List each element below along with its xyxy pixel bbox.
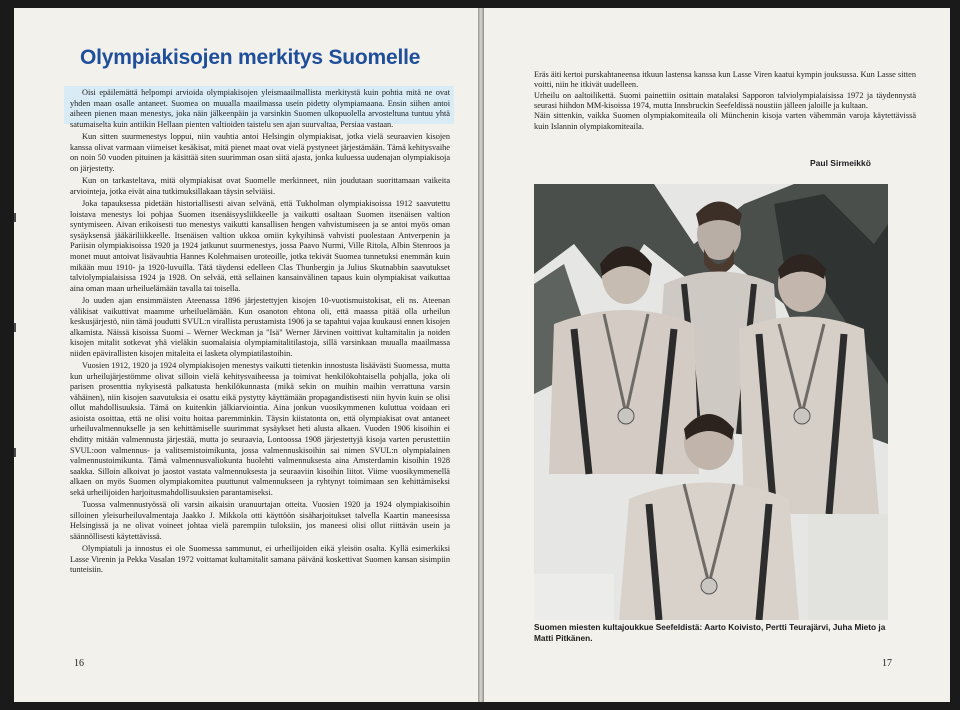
page-number-left: 16 bbox=[74, 658, 84, 669]
margin-mark bbox=[14, 213, 16, 222]
paragraph: Kun on tarkasteltava, mitä olympiakisat ovat Suomelle merkinneet, niin joudutaan suorittamaan vaikeita arviointeja, jotka eivät aina tutkimuksillakaan täysin selviäisi. bbox=[70, 176, 450, 196]
margin-mark bbox=[14, 323, 16, 332]
left-page bbox=[14, 8, 478, 702]
paragraph: Näin sittenkin, vaikka Suomen olympiakomiteaila oli Münchenin kisoja varten vähemmän varoja käytettävissä kuin Islannin olympiakomiteaila. bbox=[534, 111, 916, 131]
team-photo-illustration bbox=[534, 184, 888, 620]
page-number-right: 17 bbox=[882, 658, 892, 669]
paragraph: Urheilu on aaltoilikettä. Suomi painettiin osittain matalaksi Sapporon talviolympialaisissa 1972 ja täydennystä seurasi hiihdon MM-kisoissa 1974, mutta Innsbruckin Seefeldissä noustiin jälleen jaloille ja kultaan. bbox=[534, 90, 916, 111]
paragraph: Olympiatuli ja innostus ei ole Suomessa sammunut, ei urheilijoiden eikä yleisön osalta. Kyllä esimerkiksi Lasse Virenin ja Pekka Vasalan 1972 voittamat kultamitalit samana päivänä koskettivat Suomen kansan sisimpiin tunteisiin. bbox=[70, 544, 450, 575]
photo-caption: Suomen miesten kultajoukkue Seefeldistä: Aarto Koivisto, Pertti Teurajärvi, Juha Mieto ja Matti Pitkänen. bbox=[534, 622, 886, 643]
paragraph: Jo uuden ajan ensimmäisten Ateenassa 1896 järjestettyjen kisojen 10-vuotismuistokisat, eli ns. Ateenan välikisat vaikuttivat maamme urheiluelämään. Kun osanoton ehtona oli, että maassa pitää olla urheilun keskusjärjestö, niin tämä joudutti SVUL:n virallista perustamista 1906 ja se tapahtui vajaa kuukausi ennen kisojen alkamista. Näissä kisoissa Suomi – Werner Weckman ja "Isä" Werner Järvinen voittivat kultamitalin ja noiden kisojen mitalit sotkevat yhä vieläkin suomalaisia olympiamitalitilastoja, sillä varsinkaan muualla maailmassa niiden epävirallisten kisojen mitaleita ei lasketa olympiatilastoihin. bbox=[70, 296, 450, 358]
paragraph: Eräs äiti kertoi purskahtaneensa itkuun lastensa kanssa kun Lasse Viren kaatui kympin jouksussa. Kun Lasse sitten voitti, niin he itkivät uudelleen. bbox=[534, 70, 916, 90]
author-signature: Paul Sirmeikkö bbox=[810, 158, 871, 168]
article-body bbox=[70, 88, 450, 578]
team-photo bbox=[534, 184, 888, 620]
paragraph: Oisi epäilemättä helpompi arvioida olympiakisojen yleismaailmallista merkitystä kuin pohtia mitä ne ovat yhden maan osalle antaneet. Suomea on muualla maailmassa usein pidetty olympiamaana. Ensin siihen antoi aiheen pienen maan menestys, joka näin jälkeenpäin ja varsinkin Suomen ulkopuolella arvosteltuna tuntuu yhtä satumaiselta kuin antiikin Hellaan pienten valtioiden taistelu sen ajan suurvaltaa, Persiaa vastaan. bbox=[70, 88, 450, 129]
paragraph: Tuossa valmennustyössä oli varsin aikaisin uranuurtajan otteita. Vuosien 1920 ja 1924 olympiakisoihin silloinen yleisurheiluvalmentaja Jaakko J. Mikkola otti käyttöön sisäharjoitukset talvella Kaartin maneesissa Helsingissä ja ne olivat voineet johtaa vielä parempiin tuloksiin, jos maneesi olisi ollut riittävän usein ja säännöllisesti käytettävissä. bbox=[70, 500, 450, 541]
page-title: Olympiakisojen merkitys Suomelle bbox=[80, 46, 421, 69]
margin-mark bbox=[14, 448, 16, 457]
article-continuation bbox=[534, 70, 916, 132]
paragraph: Kun sitten suurmenestys loppui, niin vauhtia antoi Helsingin olympiakisat, jotka vielä seuraavien kisojen kanssa olivat varmaan viimeiset kesäkisat, mitä pienet maat ovat vielä pystyneet järjestämään. Tämä kehitysvaihe on noin 50 vuoden pituinen ja käsittää siten suurimman osan siitä ajasta, jonka kuluessa uudenajan olympiakisoja on järjestetty. bbox=[70, 132, 450, 173]
paragraph: Joka tapauksessa pidetään historiallisesti aivan selvänä, että Tukholman olympiakisoissa 1912 saavutettu loistava menestys loi pohjaa Suomen itsenäisyysliikkeelle ja vaikutti osaltaan Suomen itsenäisen valtion syntymiseen. Aivan erikoisesti tuo menestys vaikutti kansallisen hengen vahvistumiseen ja se antoi myös oman sysäyksensä jääkäriliikkeelle. Itsenäisen valtion ukkoa omiin kykyihinsä vahvisti puolestaan Antverpenin ja Pariisin olympiakisoissa 1920 ja 1924 jatkunut suurmenestys, jossa Paavo Nurmi, Ville Ritola, Albin Stenroos ja monet muut antoivat lisävauhtia Hannes Kolehmaisen uroteoille, jotka tekivät Suomea tunnetuksi enemmän kuin mikään muu 1910- ja 1920-luvuilla. Tätä täydensi edelleen Clas Thunbergin ja Julius Skutnabbin saavutukset talviolympialaisissa 1924 ja 1928. On selvää, että sellainen kansainvälinen tapaus kuin olympiakisat vaikuttaa aina oman maan urheiluelämään tavalla tai toisella. bbox=[70, 199, 450, 293]
right-page bbox=[484, 8, 950, 702]
paragraph: Vuosien 1912, 1920 ja 1924 olympiakisojen menestys vaikutti tietenkin innostusta lisäävästi Suomessa, mutta kun urheilujärjestömme olivat silloin vielä kehitysvaiheessa ja toimivat henkilökohtaisella pohjalla, joka oli parisen prosenttia nykyisestä palkatusta henkilökunnasta (mikä sekin on muihin maihin verrattuna varsin vähäinen), niin kisojen saavutuksia ei osattu eikä pystytty käyttämään propagandistisesti niin hyvin kuin se olisi ollut mahdollisuuksia. Tämä on kuitenkin jälkiarviointia. Aina jonkun vuosikymmenen kuluttua voidaan eri asioista osoittaa, että ne olisi voitu hoitaa paremminkin. Täysin kiistatonta on, että olympiakisat ovat antaneet urheiluvalmennukselle ja sen kehittämiselle suurimmat sysäykset heti alusta alkaen. Vuoden 1906 kisoihin ei ehditty mitään valmennusta järjestää, mutta jo seuraavia, Lontoossa 1908 järjestettyjä kisoja varten perustettiin SVUL:oon valmennus- ja valitsemistoimikunta, jossa valmennuskisoihin sai nimen SVUL:n olympialainen valmennustoimikunta. Tämä valmennusvaliokunta huolehti valmennuksesta aina Amsterdamin kisoihin 1928 saakka. Silloin alkoivat jo jaostot vastata valmennuksesta ja seuraaviin kisoihin liitot. Viime vuosikymmenellä alkaen on myös Suomen olympiakomitea puuttunut valmennukseen ja ryhtynyt toimimaan sen kehittämiseksi sekä urheilijoiden harjoitusmahdollisuuksien parantamiseksi. bbox=[70, 361, 450, 497]
